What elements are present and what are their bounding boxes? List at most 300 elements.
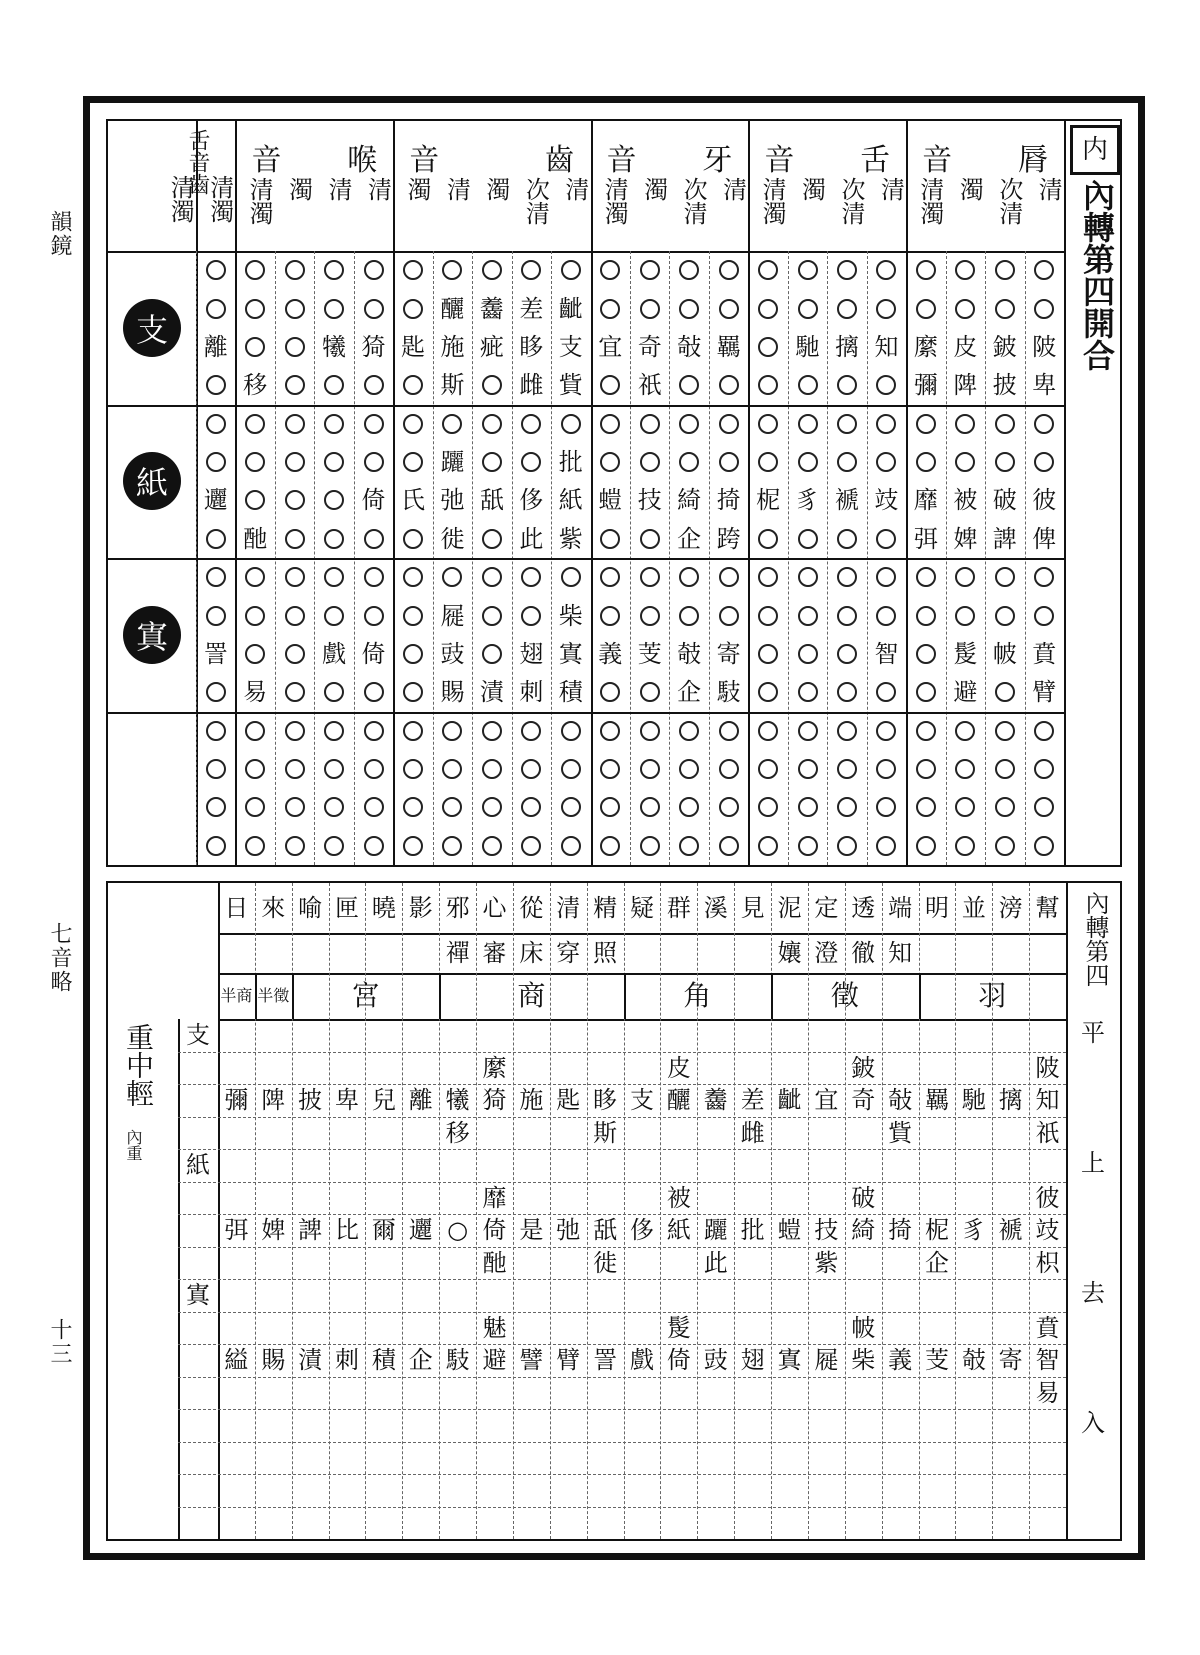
initial-label-secondary: 澄	[814, 939, 839, 967]
table-cell: 髲	[953, 639, 978, 668]
table-cell: 摛	[998, 1086, 1023, 1115]
table-cell	[946, 827, 985, 865]
table-cell: 諀	[298, 1216, 323, 1245]
empty-circle	[364, 299, 384, 319]
table-cell: 譬	[519, 1346, 544, 1375]
table-cell	[906, 712, 945, 750]
tone-label: 上	[1081, 1149, 1105, 1177]
empty-circle	[955, 606, 975, 626]
table-cell	[591, 827, 630, 865]
note-label: 徵	[830, 979, 859, 1012]
table-cell	[1025, 405, 1064, 443]
table-cell	[275, 481, 314, 519]
table-cell	[946, 712, 985, 750]
margin-book-title: 韻鏡	[47, 210, 72, 258]
initial-label: 心	[482, 894, 507, 922]
table-cell: 宜	[814, 1086, 839, 1115]
table-cell	[669, 750, 708, 788]
note-divider	[255, 973, 257, 1019]
empty-circle	[521, 836, 541, 856]
initial-label: 從	[519, 894, 544, 922]
table-cell: 紙	[558, 486, 583, 515]
note-label: 宮	[351, 979, 380, 1012]
table-cell: 奇	[637, 332, 662, 361]
table-cell: 柴	[558, 601, 583, 630]
table-cell	[788, 405, 827, 443]
table-cell	[196, 520, 235, 558]
table-cell	[591, 750, 630, 788]
note-label: 羽	[978, 979, 1007, 1012]
table-cell: 酏	[482, 1248, 507, 1277]
empty-circle	[442, 260, 462, 280]
table-cell: 企	[924, 1248, 949, 1277]
table-cell	[314, 750, 353, 788]
table-cell	[748, 712, 787, 750]
table-cell	[314, 712, 353, 750]
table-cell	[946, 596, 985, 634]
initial-label: 邪	[445, 894, 470, 922]
header-line	[218, 1019, 1066, 1021]
table-cell: 爾	[371, 1216, 396, 1245]
table-cell	[551, 558, 590, 596]
table-cell	[669, 788, 708, 826]
table-cell: 此	[703, 1248, 728, 1277]
rime-label: 支	[123, 299, 181, 357]
table-cell: 技	[814, 1216, 839, 1245]
table-cell	[472, 443, 511, 481]
empty-circle	[719, 260, 739, 280]
empty-circle	[640, 721, 660, 741]
table-cell	[354, 712, 393, 750]
table-cell	[512, 251, 551, 289]
tone-label: 平	[1081, 1019, 1105, 1047]
table-title: 內轉第四	[1081, 891, 1109, 987]
table-cell	[827, 366, 866, 404]
table-cell	[275, 366, 314, 404]
table-cell	[591, 673, 630, 711]
row-rule	[178, 1507, 1066, 1508]
empty-circle	[600, 414, 620, 434]
table-cell	[512, 712, 551, 750]
table-cell: 柅	[924, 1216, 949, 1245]
table-cell: 被	[666, 1183, 691, 1212]
table-cell: 知	[1035, 1086, 1060, 1115]
initial-label-secondary: 徹	[851, 939, 876, 967]
table-cell: 賜	[261, 1346, 286, 1375]
group-sub: 音	[922, 143, 953, 178]
empty-circle	[600, 606, 620, 626]
table-cell: 芰	[637, 639, 662, 668]
table-cell	[867, 673, 906, 711]
table-cell	[630, 788, 669, 826]
empty-circle	[640, 452, 660, 472]
column-label: 清濁	[600, 177, 629, 225]
initial-label-secondary	[734, 933, 771, 973]
table-cell: 批	[558, 448, 583, 477]
table-cell: 彼	[1035, 1183, 1060, 1212]
table-cell: 寘	[558, 639, 583, 668]
table-cell: 批	[740, 1216, 765, 1245]
empty-circle	[916, 567, 936, 587]
table-cell: 斯	[593, 1118, 618, 1147]
table-cell: 破	[851, 1183, 876, 1212]
table-cell	[235, 405, 274, 443]
table-cell: 易	[243, 678, 268, 707]
table-cell: 豉	[440, 639, 465, 668]
table-cell	[985, 673, 1024, 711]
table-cell	[393, 443, 432, 481]
empty-circle	[837, 644, 857, 664]
table-cell	[788, 443, 827, 481]
table-cell	[669, 289, 708, 327]
empty-circle	[719, 567, 739, 587]
initial-label-secondary	[992, 933, 1029, 973]
empty-circle	[798, 721, 818, 741]
empty-circle	[600, 567, 620, 587]
table-cell	[1025, 712, 1064, 750]
table-cell	[472, 827, 511, 865]
initial-label: 影	[408, 894, 433, 922]
table-cell	[512, 827, 551, 865]
empty-circle	[285, 529, 305, 549]
empty-circle	[1034, 452, 1054, 472]
table-cell: 徙	[440, 524, 465, 553]
table-cell	[393, 712, 432, 750]
column-label: 濁	[955, 177, 984, 201]
table-cell: 比	[335, 1216, 360, 1245]
table-cell	[354, 405, 393, 443]
empty-circle	[758, 529, 778, 549]
table-cell	[867, 366, 906, 404]
empty-circle	[837, 299, 857, 319]
table-cell: 躧	[440, 448, 465, 477]
empty-circle	[1034, 260, 1054, 280]
table-cell	[472, 712, 511, 750]
empty-circle	[403, 644, 423, 664]
table-cell	[393, 788, 432, 826]
table-cell	[314, 481, 353, 519]
empty-circle	[837, 759, 857, 779]
table-cell	[275, 712, 314, 750]
table-cell: 眵	[519, 332, 544, 361]
initial-label-secondary	[919, 933, 956, 973]
table-cell: 犧	[445, 1086, 470, 1115]
table-cell	[985, 788, 1024, 826]
empty-circle	[403, 452, 423, 472]
column-label: 次清	[679, 177, 708, 225]
empty-circle	[521, 759, 541, 779]
table-cell	[314, 788, 353, 826]
initial-label: 透	[851, 894, 876, 922]
table-cell	[314, 251, 353, 289]
empty-circle	[324, 606, 344, 626]
empty-circle	[245, 721, 265, 741]
column-label: 清濁	[915, 177, 944, 225]
table-cell	[788, 366, 827, 404]
rime-label: 紙	[186, 1151, 210, 1180]
table-cell: 紙	[666, 1216, 691, 1245]
table-title: 內轉第四開合	[1078, 179, 1116, 371]
table-cell	[1025, 827, 1064, 865]
empty-circle	[1034, 759, 1054, 779]
initial-label: 精	[593, 894, 618, 922]
empty-circle	[324, 414, 344, 434]
table-cell: 積	[371, 1346, 396, 1375]
empty-circle	[206, 452, 226, 472]
table-cell: 倚	[361, 639, 386, 668]
empty-circle	[995, 682, 1015, 702]
table-cell	[827, 558, 866, 596]
table-cell	[946, 558, 985, 596]
table-cell	[827, 827, 866, 865]
table-cell: 企	[677, 524, 702, 553]
empty-circle	[482, 452, 502, 472]
empty-circle	[798, 682, 818, 702]
table-cell: 義	[888, 1346, 913, 1375]
empty-circle	[995, 299, 1015, 319]
empty-circle	[600, 797, 620, 817]
empty-circle	[837, 606, 857, 626]
initial-label: 幫	[1035, 894, 1060, 922]
table-cell: 靡	[913, 486, 938, 515]
table-cell	[591, 558, 630, 596]
empty-circle	[719, 375, 739, 395]
table-cell: 掎	[716, 486, 741, 515]
empty-circle	[640, 836, 660, 856]
table-cell: 馳	[961, 1086, 986, 1115]
empty-circle	[876, 299, 896, 319]
table-cell	[748, 328, 787, 366]
empty-circle	[245, 414, 265, 434]
empty-circle	[1034, 606, 1054, 626]
table-cell: 靡	[482, 1183, 507, 1212]
table-cell: 齜	[558, 294, 583, 323]
empty-circle	[758, 260, 778, 280]
table-cell	[1025, 443, 1064, 481]
note-label: 商	[517, 979, 546, 1012]
empty-circle	[955, 836, 975, 856]
table-cell: 匙	[400, 332, 425, 361]
table-cell: 漬	[298, 1346, 323, 1375]
table-cell	[630, 558, 669, 596]
empty-circle	[364, 260, 384, 280]
table-cell	[472, 405, 511, 443]
column-label: 濁	[797, 177, 826, 201]
table-cell	[275, 596, 314, 634]
empty-circle	[600, 759, 620, 779]
table-cell	[985, 289, 1024, 327]
initial-label-secondary: 穿	[556, 939, 581, 967]
rime-table-bottom	[106, 881, 1122, 1541]
table-cell	[472, 750, 511, 788]
initial-label-secondary: 禪	[445, 939, 470, 967]
column-label: 清	[324, 177, 353, 201]
empty-circle	[719, 721, 739, 741]
table-cell: 羈	[924, 1086, 949, 1115]
table-cell	[235, 328, 274, 366]
table-cell	[669, 366, 708, 404]
table-cell	[354, 520, 393, 558]
table-cell	[472, 251, 511, 289]
empty-circle	[758, 606, 778, 626]
table-cell	[946, 405, 985, 443]
table-cell	[985, 596, 1024, 634]
table-cell: 雌	[519, 371, 544, 400]
empty-circle	[758, 337, 778, 357]
initial-label: 群	[666, 894, 691, 922]
empty-circle	[482, 260, 502, 280]
table-cell: 易	[1035, 1378, 1060, 1407]
empty-circle	[916, 759, 936, 779]
table-cell: 差	[740, 1086, 765, 1115]
table-cell: 移	[243, 371, 268, 400]
table-cell: 陴	[953, 371, 978, 400]
empty-circle	[995, 452, 1015, 472]
column-label: 濁	[403, 177, 431, 201]
empty-circle	[719, 759, 739, 779]
empty-circle	[600, 452, 620, 472]
empty-circle	[955, 260, 975, 280]
empty-circle	[758, 567, 778, 587]
note-divider	[771, 973, 773, 1019]
table-cell	[827, 520, 866, 558]
empty-circle	[482, 644, 502, 664]
table-cell	[393, 405, 432, 443]
table-cell	[275, 520, 314, 558]
empty-circle	[679, 606, 699, 626]
table-cell	[827, 289, 866, 327]
table-cell	[827, 712, 866, 750]
initial-label-secondary	[955, 933, 992, 973]
empty-circle	[876, 260, 896, 280]
table-cell	[827, 673, 866, 711]
table-cell	[196, 366, 235, 404]
empty-circle	[245, 644, 265, 664]
initial-label: 滂	[998, 894, 1023, 922]
empty-circle	[837, 452, 857, 472]
empty-circle	[403, 759, 423, 779]
table-cell	[630, 405, 669, 443]
table-cell: 齹	[479, 294, 504, 323]
table-cell	[867, 712, 906, 750]
table-cell	[788, 635, 827, 673]
empty-circle	[561, 836, 581, 856]
empty-circle	[245, 490, 265, 510]
table-cell	[196, 596, 235, 634]
note-weight-small: 內重	[124, 1129, 143, 1161]
empty-circle	[403, 529, 423, 549]
empty-circle	[364, 797, 384, 817]
table-cell: 屣	[814, 1346, 839, 1375]
table-cell	[748, 443, 787, 481]
empty-circle	[798, 529, 818, 549]
column-label: 清	[560, 177, 589, 201]
table-cell	[906, 827, 945, 865]
table-cell	[748, 750, 787, 788]
table-cell	[275, 827, 314, 865]
table-cell	[235, 289, 274, 327]
table-cell	[946, 443, 985, 481]
empty-circle	[955, 721, 975, 741]
empty-circle	[876, 606, 896, 626]
column-label: 清	[718, 177, 747, 201]
table-cell	[472, 520, 511, 558]
empty-circle	[798, 260, 818, 280]
table-cell: 陴	[261, 1086, 286, 1115]
table-cell: 紫	[558, 524, 583, 553]
empty-circle	[482, 836, 502, 856]
table-cell	[551, 251, 590, 289]
table-cell	[433, 788, 472, 826]
empty-circle	[758, 299, 778, 319]
table-cell: 卑	[335, 1086, 360, 1115]
empty-circle	[758, 644, 778, 664]
empty-circle	[798, 644, 818, 664]
table-cell	[235, 481, 274, 519]
table-cell	[709, 405, 748, 443]
table-cell	[235, 788, 274, 826]
empty-circle	[403, 682, 423, 702]
table-cell	[1025, 750, 1064, 788]
table-cell	[235, 596, 274, 634]
empty-circle	[719, 452, 739, 472]
column-label: 清	[1034, 177, 1063, 201]
row-rule	[178, 1149, 1066, 1150]
table-cell: 縻	[482, 1053, 507, 1082]
table-cell	[630, 289, 669, 327]
table-cell	[788, 251, 827, 289]
table-cell	[906, 443, 945, 481]
initial-label: 並	[961, 894, 986, 922]
table-cell	[472, 788, 511, 826]
table-cell	[748, 520, 787, 558]
empty-circle	[679, 567, 699, 587]
table-cell	[906, 673, 945, 711]
empty-circle	[364, 721, 384, 741]
empty-circle	[285, 606, 305, 626]
table-cell: 詈	[203, 639, 228, 668]
table-cell: 屣	[440, 601, 465, 630]
note-label: 半商	[220, 986, 253, 1005]
table-cell: 彌	[913, 371, 938, 400]
table-cell	[235, 558, 274, 596]
table-cell: 翅	[519, 639, 544, 668]
table-cell: 螘	[777, 1216, 802, 1245]
table-cell	[433, 827, 472, 865]
table-cell	[275, 328, 314, 366]
table-cell	[788, 712, 827, 750]
table-cell	[867, 251, 906, 289]
table-cell	[788, 520, 827, 558]
table-cell	[827, 251, 866, 289]
table-cell: 施	[519, 1086, 544, 1115]
table-cell	[235, 750, 274, 788]
table-cell: 攱	[874, 486, 899, 515]
row-rule	[178, 1052, 1066, 1053]
table-cell: 奇	[851, 1086, 876, 1115]
group-name: 喉	[347, 143, 378, 178]
empty-circle	[640, 260, 660, 280]
empty-circle	[285, 299, 305, 319]
empty-circle	[206, 797, 226, 817]
table-cell: 技	[637, 486, 662, 515]
table-cell	[867, 596, 906, 634]
empty-circle	[1034, 299, 1054, 319]
table-cell: 猗	[482, 1086, 507, 1115]
table-cell	[433, 712, 472, 750]
empty-circle	[995, 260, 1015, 280]
column-label: 清	[363, 177, 392, 201]
